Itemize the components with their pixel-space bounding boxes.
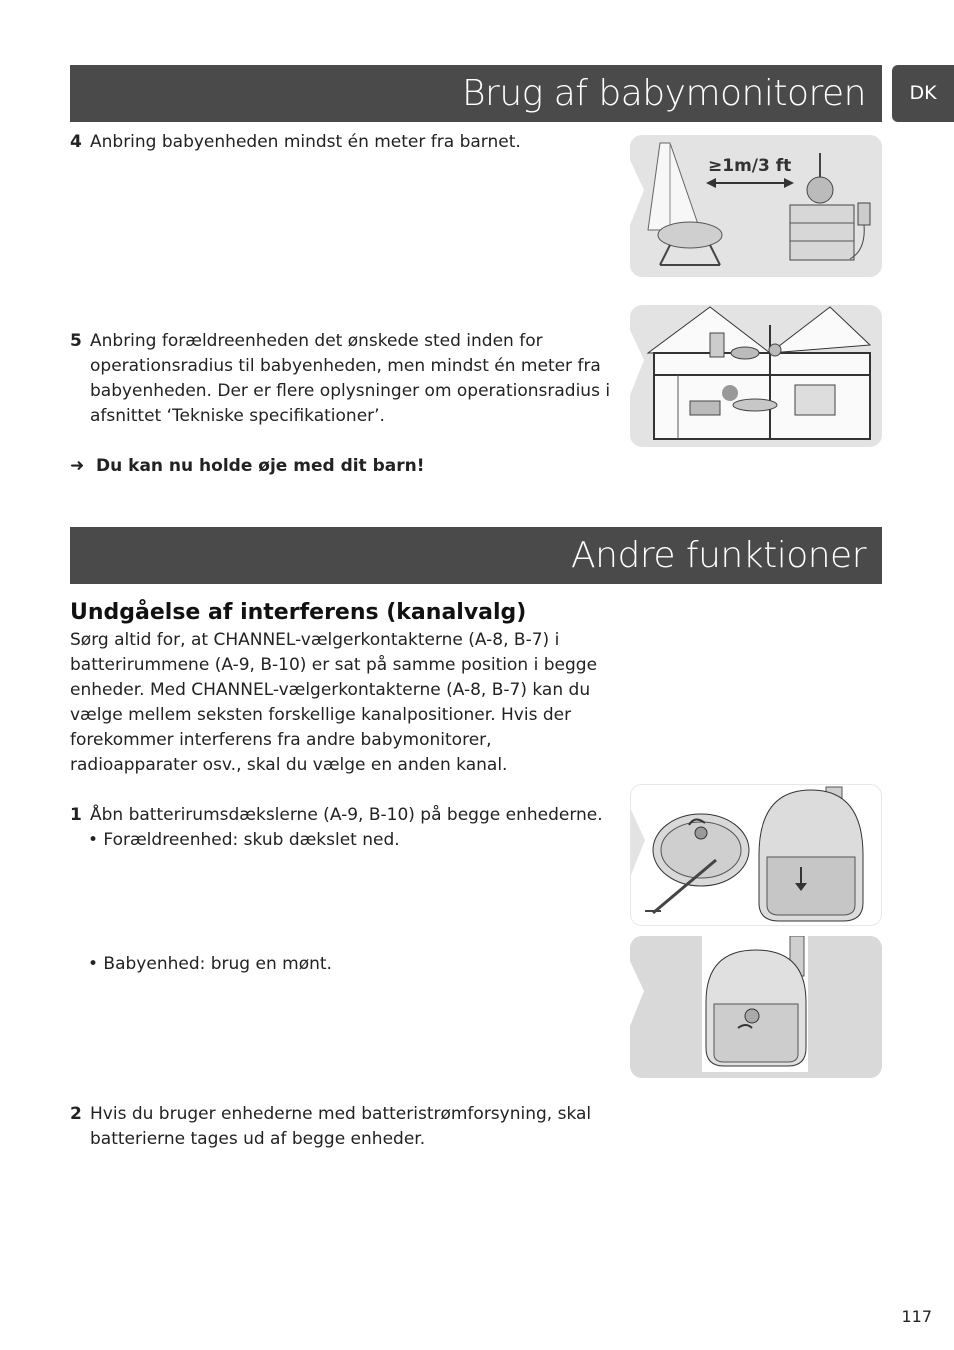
step-text-line: batterierne tages ud af begge enheder. — [90, 1129, 426, 1149]
bullet-parent-unit: • Forældreenhed: skub dækslet ned. — [88, 830, 400, 850]
language-tab: DK — [892, 65, 954, 122]
intro-line: forekommer interferens fra andre babymonitorer, — [70, 730, 492, 750]
intro-line: vælge mellem seksten forskellige kanalpositioner. Hvis der — [70, 705, 572, 725]
step-text-line: afsnittet ‘Tekniske specifikationer’. — [90, 406, 385, 426]
intro-line: Sørg altid for, at CHANNEL-vælgerkontakterne (A-8, B-7) i — [70, 630, 560, 650]
step-text-line: Anbring forældreenheden det ønskede sted inden for — [90, 331, 543, 351]
baby-unit-coin-illustration — [630, 936, 882, 1078]
house-placement-illustration — [630, 305, 882, 447]
intro-line: batterirummene (A-9, B-10) er sat på samme position i begge — [70, 655, 598, 675]
subheading: Undgåelse af interferens (kanalvalg) — [70, 600, 527, 625]
step-number: 1 — [70, 805, 82, 825]
crib-distance-illustration — [630, 135, 882, 277]
section-title: Brug af babymonitoren — [461, 73, 866, 114]
step-number: 2 — [70, 1104, 82, 1124]
parent-unit-cover-illustration — [630, 784, 882, 926]
section-title: Andre funktioner — [571, 535, 866, 576]
bullet-baby-unit: • Babyenhed: brug en mønt. — [88, 954, 332, 974]
step-text-line: babyenheden. Der er flere oplysninger om operationsradius i — [90, 381, 611, 401]
distance-label: ≥1m/3 ft — [708, 156, 792, 176]
step-text-line: operationsradius til babyenheden, men mindst én meter fra — [90, 356, 601, 376]
step-number: 4 — [70, 132, 82, 152]
step-text: Anbring babyenheden mindst én meter fra barnet. — [90, 132, 521, 152]
step-text-line: Hvis du bruger enhederne med batteristrømforsyning, skal — [90, 1104, 592, 1124]
step-number: 5 — [70, 331, 82, 351]
section-banner-usage — [70, 65, 882, 122]
result-text: Du kan nu holde øje med dit barn! — [96, 456, 425, 476]
step-text: Åbn batterirumsdækslerne (A-9, B-10) på begge enhederne. — [90, 805, 603, 825]
intro-line: enheder. Med CHANNEL-vælgerkontakterne (A-8, B-7) kan du — [70, 680, 591, 700]
result-arrow: ➜ — [70, 456, 85, 476]
section-banner-other-functions — [70, 527, 882, 584]
intro-line: radioapparater osv., skal du vælge en anden kanal. — [70, 755, 508, 775]
page-number: 117 — [901, 1307, 932, 1326]
